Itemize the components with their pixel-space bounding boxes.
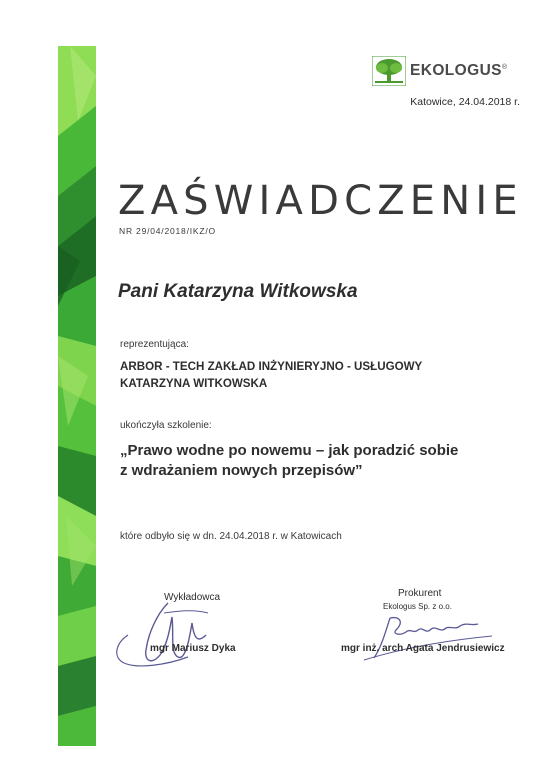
company-name: [120, 358, 422, 392]
company-line-1: ARBOR - TECH ZAKŁAD INŻYNIERYJNO - USŁUGOWY: [120, 360, 423, 373]
company-line-2: KATARZYNA WITKOWSKA: [120, 377, 268, 390]
training-line-2: z wdrażaniem nowych przepisów”: [120, 462, 363, 479]
company-logo: [372, 56, 522, 90]
document-title: ZAŚWIADCZENIE: [118, 178, 523, 224]
proxy-company: Ekologus Sp. z o.o.: [383, 602, 452, 611]
lecturer-signature: [108, 595, 228, 670]
proxy-signature: [360, 612, 500, 664]
proxy-title: Prokurent: [398, 588, 442, 599]
completed-label: ukończyła szkolenie:: [120, 420, 212, 431]
document-number: NR 29/04/2018/IKZ/O: [119, 226, 216, 236]
green-decorative-band: [58, 46, 96, 746]
lecturer-name: mgr Mariusz Dyka: [150, 643, 236, 654]
recipient-name: Pani Katarzyna Witkowska: [118, 281, 358, 302]
representing-label: reprezentująca:: [120, 339, 189, 350]
training-held-info: które odbyło się w dn. 24.04.2018 r. w Katowicach: [120, 531, 342, 542]
training-title: [120, 441, 458, 481]
proxy-name: mgr inż. arch Agata Jendrusiewicz: [341, 643, 505, 654]
place-and-date: Katowice, 24.04.2018 r.: [410, 96, 520, 108]
training-line-1: „Prawo wodne po nowemu – jak poradzić sobie: [120, 442, 459, 459]
tree-logo-icon: [372, 56, 406, 86]
logo-wordmark: EKOLOGUS®: [410, 62, 508, 79]
green-band-graphic: [58, 46, 96, 746]
lecturer-title: Wykładowca: [164, 592, 221, 603]
